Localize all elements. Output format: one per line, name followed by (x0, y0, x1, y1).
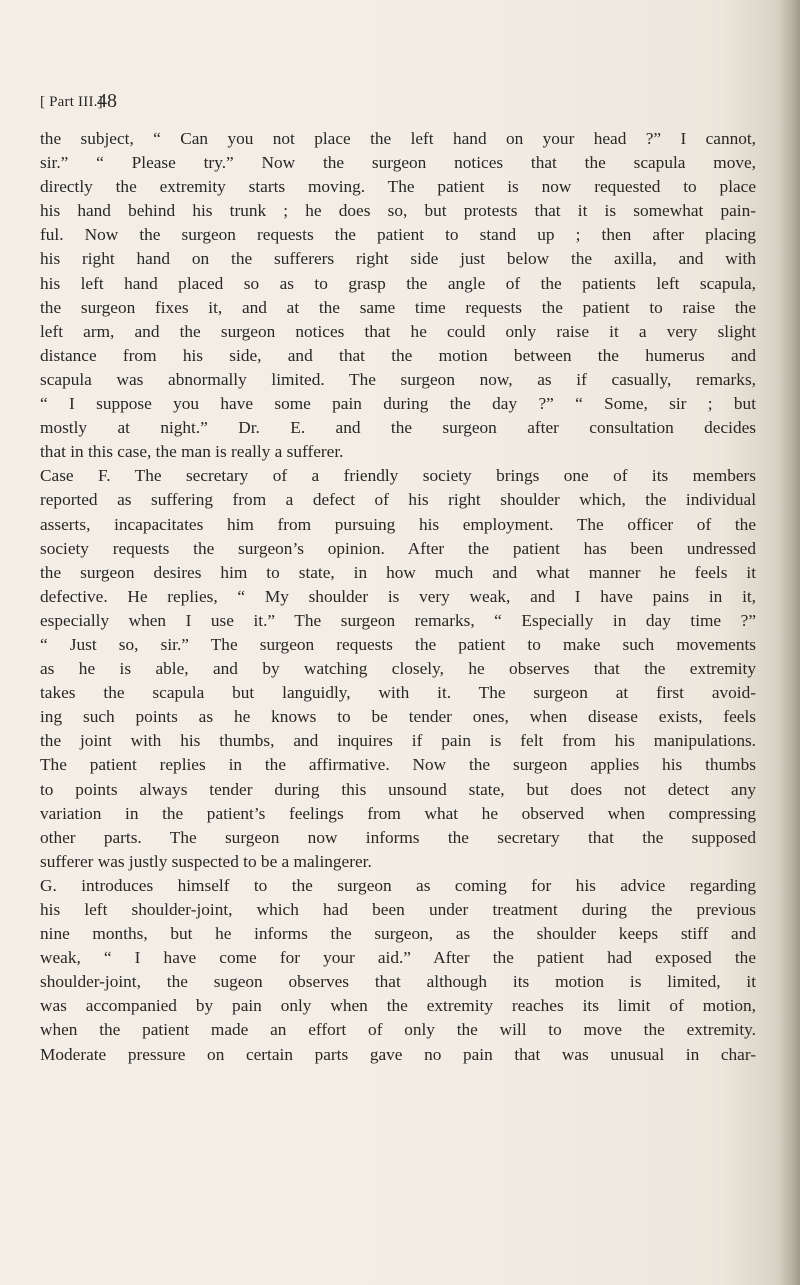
text-line: his left hand placed so as to grasp the angle of the patients left scapula, (40, 273, 756, 293)
text-line: the subject, “ Can you not place the left hand on your head ?” I cannot, (40, 129, 756, 148)
text-line: ful. Now the surgeon requests the patient to stand up ; then after placing (40, 225, 756, 245)
text-line: the surgeon fixes it, and at the same time requests the patient to raise the (40, 297, 756, 317)
text-line: mostly at night.” Dr. E. and the surgeon after consultation decides (40, 418, 756, 438)
text-line: other parts. The surgeon now informs the secretary that the supposed (40, 827, 756, 847)
text-line: takes the scapula but languidly, with it. The surgeon at first avoid- (40, 683, 756, 703)
text-line: his left shoulder-joint, which had been under treatment during the previous (40, 900, 756, 919)
text-line: that in this case, the man is really a sufferer. (40, 442, 344, 462)
text-line: defective. He replies, “ My shoulder is very weak, and I have pains in it, (40, 586, 756, 606)
text-line: Moderate pressure on certain parts gave no pain that was unusual in char- (40, 1044, 756, 1064)
text-line: sir.” “ Please try.” Now the surgeon notices that the scapula move, (40, 153, 756, 173)
page-number: 48 (97, 90, 117, 112)
text-line: when the patient made an effort of only the will to move the extremity. (40, 1020, 756, 1040)
text-line: the joint with his thumbs, and inquires if pain is felt from his manipulations. (40, 731, 756, 751)
text-line: directly the extremity starts moving. The patient is now requested to place (40, 177, 756, 197)
text-line: weak, “ I have come for your aid.” After the patient had exposed the (40, 948, 756, 968)
text-line: especially when I use it.” The surgeon remarks, “ Especially in day time ?” (40, 610, 756, 630)
text-line: ing such points as he knows to be tender ones, when disease exists, feels (40, 707, 756, 727)
text-line: variation in the patient’s feelings from what he observed when compressing (40, 803, 756, 823)
page-header (40, 90, 760, 116)
text-line: nine months, but he informs the surgeon, as the shoulder keeps stiff and (40, 924, 756, 944)
text-line: left arm, and the surgeon notices that he could only raise it a very slight (40, 321, 756, 341)
text-line: The patient replies in the affirmative. Now the surgeon applies his thumbs (40, 755, 756, 775)
text-line: G. introduces himself to the surgeon as coming for his advice regarding (40, 875, 756, 895)
text-line: shoulder-joint, the sugeon observes that although its motion is limited, it (40, 972, 756, 992)
text-line: was accompanied by pain only when the extremity reaches its limit of motion, (40, 996, 756, 1016)
text-line: the surgeon desires him to state, in how much and what manner he feels it (40, 562, 756, 582)
text-line: Case F. The secretary of a friendly society brings one of its members (40, 466, 756, 486)
text-line: scapula was abnormally limited. The surgeon now, as if casually, remarks, (40, 369, 756, 389)
page-edge-shadow (778, 0, 800, 1285)
text-line: his hand behind his trunk ; he does so, but protests that it is somewhat pain- (40, 201, 756, 221)
text-line: society requests the surgeon’s opinion. After the patient has been undressed (40, 538, 756, 558)
text-line: “ Just so, sir.” The surgeon requests the patient to make such movements (40, 634, 756, 654)
text-line: as he is able, and by watching closely, he observes that the extremity (40, 659, 756, 679)
body-text (40, 127, 756, 1067)
text-line: sufferer was justly suspected to be a malingerer. (40, 851, 372, 871)
text-line: distance from his side, and that the motion between the humerus and (40, 345, 756, 365)
text-line: “ I suppose you have some pain during the day ?” “ Some, sir ; but (40, 394, 756, 414)
running-head: [ Part III.] (40, 94, 103, 110)
text-line: reported as suffering from a defect of his right shoulder which, the individual (40, 490, 756, 510)
text-line: asserts, incapacitates him from pursuing his employment. The officer of the (40, 514, 756, 534)
text-line: his right hand on the sufferers right side just below the axilla, and with (40, 249, 756, 269)
text-line: to points always tender during this unsound state, but does not detect any (40, 779, 756, 799)
